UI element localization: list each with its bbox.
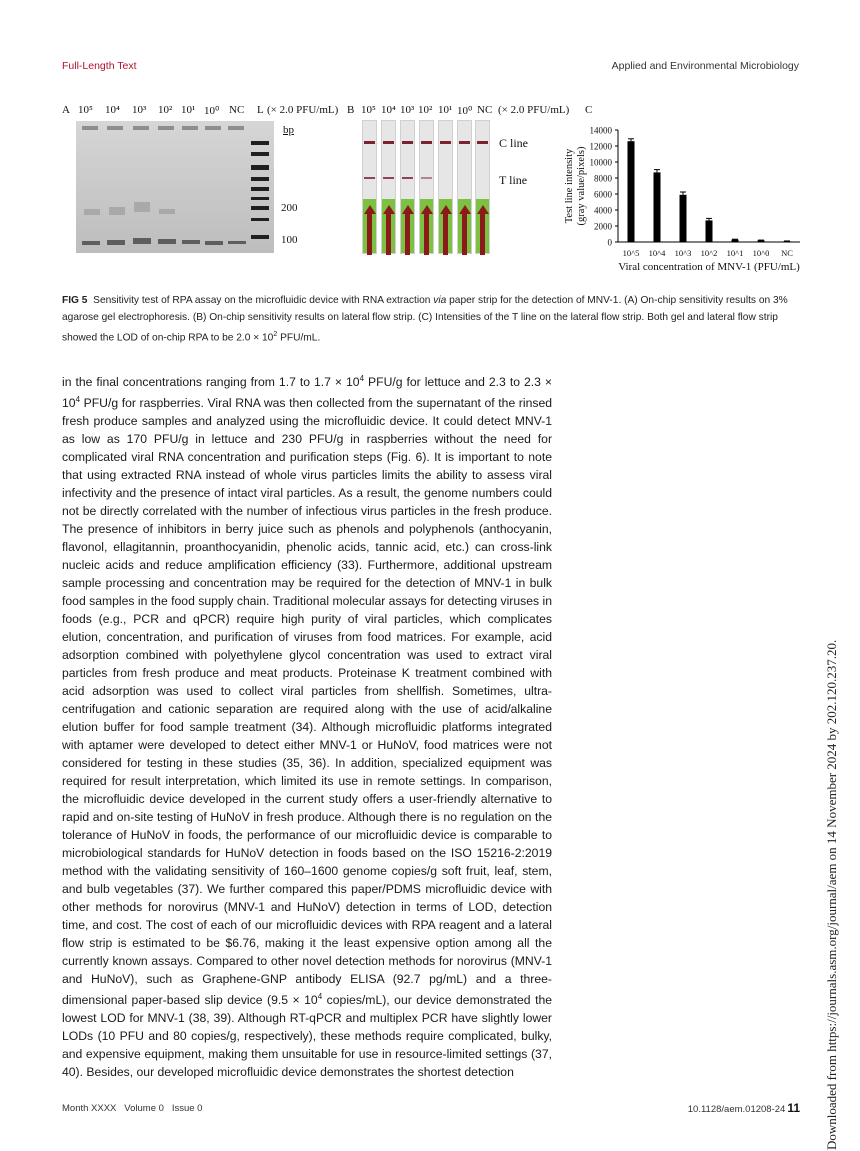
section-label: Full-Length Text (62, 60, 137, 72)
panel-c-label: C (585, 104, 593, 116)
body-text-run: PFU/g for raspberries. Viral RNA was then collected from the supernatant of the rinsed fresh produce samples and analyzed using the microfluidic device. It could detect MNV-1 as low as 170 PFU/g in lettuce and 230 PFU/g in raspberries without the need for complicated viral RNA concentration and purification steps (Fig. 6). It is important to note that using extracted RNA instead of whole virus particles limits the ability to assess viral infectivity and the presence of intact viral particles. As a result, the genome numbers could not be directly correlated with the number of infectious virus particles in the fresh produce. The presence of inhibitors in berry juice such as phenols and polyphenols (anthocyanin, flavonol, ellagitannin, proanthocyanidin, phenolic acids, tannic acid, etc.) can cross-link nucleic acids and reduce amplification efficiency (33). Furthermore, additional upstream sample processing and concentration may be required for the detection of MNV-1 in bulk food samples in the food supply chain. Traditional molecular assays for detecting viruses in foods (e.g., PCR and qPCR) require high purity of viral particles, which complicates elution, concentration, and purification of viruses from food matrices. For example, acid adsorption combined with polyethylene glycol concentration was used to extract viral particles from fresh produce and meat products. Proteinase K treatment combined with acid adsorption was used to collect viral particles from shellfish. Sometimes, ultra-centrifugation and cationic separation are required along with the use of acid/alkaline elution buffer for food sample treatment (34). Although microfluidic platforms integrated with aptamer were developed to detect either MNV-1 or HuNoV, food matrices were not considered for testing in these studies (35, 36). In addition, specialized equipment was required for result interpretation, which limited its use in remote settings. In comparison, the microfluidic device developed in the current study offers a user-friendly alternative to rapid and on-site testing of HuNoV in fresh produce. Although there is no regulation on the tolerance of HuNoV in foods, the performance of our microfluidic device is comparable to microbiological standards for HuNoV detection in foods based on the ISO 15216-2:2019 method with the validating sensitivity of 160–1600 genome copies/g soft fruit, leaf, stem, and bulb vegetables (37). We further compared this paper/PDMS microfluidic device with other methods for norovirus (MNV-1 and HuNoV) detection in terms of LOD, detection time, and cost. The cost of each of our microfluidic devices with RPA reagent and a lateral flow strip is estimated to be $6.76, making it the least expensive option among all the currently known assays. Compared to other novel detection methods for norovirus (MNV-1 and HuNoV), such as Graphene-GNP antibody ELISA (92.7 pg/mL) and a three-dimensional paper-based slip device (9.5 × 10 (62, 396, 552, 1008)
strip-lane-label: 10⁴ (381, 104, 396, 116)
caption-italic: via (433, 295, 447, 306)
footer-doi: 10.1128/aem.01208-24 (687, 1104, 786, 1115)
footer-issue: Month XXXX Volume 0 Issue 0 (62, 1103, 203, 1114)
bar-5 (732, 240, 739, 242)
gel-image (76, 121, 274, 253)
gel-lane-label: L (257, 104, 264, 116)
c-line-label: C line (499, 136, 528, 150)
figure-caption (62, 292, 802, 346)
caption-text: Sensitivity test of RPA assay on the microfluidic device with RNA extraction (93, 295, 434, 306)
x-tick-label: 10^2 (700, 248, 718, 258)
y-tick-label: 2000 (594, 221, 612, 232)
x-tick-label: 10^0 (752, 248, 770, 258)
strip-lane-label: NC (477, 104, 493, 116)
body-sup: 4 (359, 374, 365, 383)
footer-doi-page (688, 1101, 800, 1115)
lateral-flow-strip (419, 120, 434, 254)
body-paragraph (62, 370, 552, 1081)
y-axis-title: Test line intensity (564, 148, 575, 224)
gel-lane-label: 10⁵ (78, 104, 93, 116)
strip-lane-label: 10² (418, 104, 433, 116)
y-tick-label: 4000 (594, 205, 612, 216)
bp-label: bp (283, 124, 294, 136)
body-text-run: in the final concentrations ranging from 1.7 to 1.7 × 10 (62, 375, 360, 390)
ladder-mark-100: 100 (281, 234, 298, 246)
gel-lane-label: 10³ (132, 104, 147, 116)
y-tick-label: 10000 (589, 157, 612, 168)
lateral-flow-strip (457, 120, 472, 254)
gel-lane-label: 10² (158, 104, 173, 116)
strip-unit-label: (× 2.0 PFU/mL) (498, 104, 570, 116)
x-tick-label: 10^5 (622, 248, 640, 258)
body-text-run: PFU/g for lettuce and 2.3 to 2.3 × 10 (62, 375, 552, 411)
caption-text: paper strip for the detection of MNV-1. (A) On-chip sensitivity results on 3% agarose gel electrophoresis. (B) On-chip sensitivity results on lateral flow strip. (C) Intensities of the T line on the lateral flow strip. Both gel and lateral flow strip showed the LOD of on-chip RPA to be 2.0 × 10 (62, 295, 788, 344)
y-tick-label: 12000 (589, 141, 612, 152)
bar-1 (628, 141, 635, 242)
lateral-flow-strip (362, 120, 377, 254)
panel-b-label: B (347, 104, 355, 116)
strip-lane-label: 10⁵ (361, 104, 376, 116)
t-line-label: T line (499, 173, 528, 187)
page-number: 11 (787, 1101, 800, 1115)
caption-text: PFU/mL. (277, 332, 321, 344)
x-axis-title: Viral concentration of MNV-1 (PFU/mL) (618, 261, 800, 273)
bar-chart (560, 118, 810, 278)
figure-number: FIG 5 (62, 295, 88, 306)
strip-lane-label: 10³ (400, 104, 415, 116)
gel-lane-label: 10⁰ (204, 105, 220, 117)
download-notice (820, 639, 840, 1150)
body-sup: 4 (75, 395, 81, 405)
bar-2 (654, 172, 661, 242)
x-tick-label: 10^3 (674, 248, 692, 258)
x-tick-label: NC (781, 248, 793, 258)
lateral-flow-strip (475, 120, 490, 254)
download-notice-text: Downloaded from https://journals.asm.org/journal/aem on 14 November 2024 by 202.120.237.20. (824, 639, 839, 1150)
x-tick-label: 10^1 (726, 248, 744, 258)
gel-lane-label: NC (229, 104, 245, 116)
strip-lane-label: 10¹ (438, 104, 453, 116)
y-tick-label: 6000 (594, 189, 612, 200)
strip-lane-label: 10⁰ (457, 105, 473, 117)
gel-unit-label: (× 2.0 PFU/mL) (267, 104, 339, 116)
body-text-run: copies/mL), our device demonstrated the lowest LOD for MNV-1 (38, 39). Although RT-qPCR and multiplex PCR have slightly lower LODs (10 PFU and 80 copies/g, respectively), these methods require complicated, bulky, and expensive equipment, making them unsuitable for use in resource-limited settings (37, 40). Besides, our developed microfluidic device demonstrates the shortest detection (62, 993, 553, 1080)
journal-title: Applied and Environmental Microbiology (611, 60, 799, 72)
caption-sup: 2 (273, 331, 278, 338)
y-tick-label: 0 (607, 237, 612, 248)
panel-a-label: A (62, 104, 70, 116)
bar-4 (706, 220, 713, 242)
gel-lane-label: 10⁴ (105, 104, 120, 116)
y-tick-label: 8000 (594, 173, 612, 184)
ladder-mark-200: 200 (281, 202, 298, 214)
gel-lane-label: 10¹ (181, 104, 196, 116)
y-axis-title-unit: (gray value/pixels) (576, 146, 587, 226)
lateral-flow-strip (381, 120, 396, 254)
body-sup: 4 (317, 992, 323, 1002)
bar-6 (758, 240, 765, 242)
bar-3 (680, 195, 687, 242)
lateral-flow-strips (362, 120, 490, 254)
lateral-flow-strip (400, 120, 415, 254)
lateral-flow-strip (438, 120, 453, 254)
x-tick-label: 10^4 (648, 248, 666, 258)
y-tick-label: 14000 (589, 125, 612, 136)
